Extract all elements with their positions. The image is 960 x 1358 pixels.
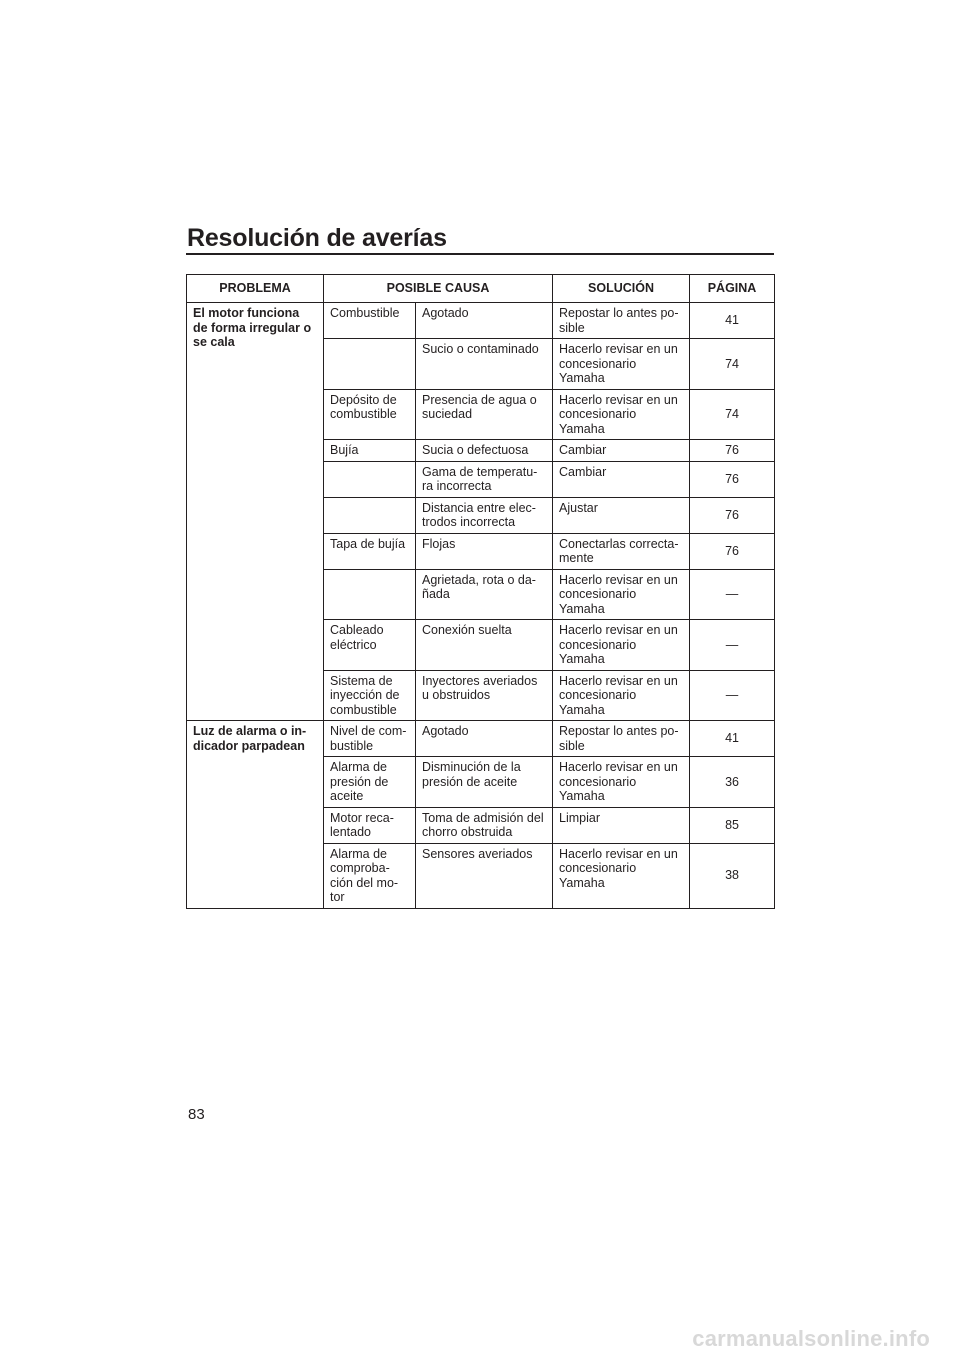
solution-cell: Hacerlo revisar en un concesionario Yamaha: [553, 670, 690, 721]
cause-cell: Gama de temperatu-ra incorrecta: [416, 461, 553, 497]
page-cell: 76: [690, 497, 775, 533]
page-cell: 76: [690, 440, 775, 462]
page-cell: 74: [690, 389, 775, 440]
part-cell: Sistema de inyección de combustible: [324, 670, 416, 721]
part-cell: [324, 497, 416, 533]
solution-cell: Hacerlo revisar en un concesionario Yamaha: [553, 843, 690, 908]
header-pagina: PÁGINA: [690, 275, 775, 303]
solution-cell: Limpiar: [553, 807, 690, 843]
solution-cell: Cambiar: [553, 440, 690, 462]
cause-cell: Inyectores averiados u obstruidos: [416, 670, 553, 721]
page-number: 83: [188, 1106, 205, 1123]
solution-cell: Ajustar: [553, 497, 690, 533]
cause-cell: Toma de admisión del chorro obstruida: [416, 807, 553, 843]
table-row: [187, 303, 775, 339]
watermark: carmanualsonline.info: [692, 1326, 930, 1351]
page-cell: 41: [690, 303, 775, 339]
cause-cell: Presencia de agua o suciedad: [416, 389, 553, 440]
part-cell: Tapa de bujía: [324, 533, 416, 569]
part-cell: Depósito de combustible: [324, 389, 416, 440]
troubleshooting-table: [186, 274, 775, 909]
page-cell: 85: [690, 807, 775, 843]
solution-cell: Repostar lo antes po-sible: [553, 721, 690, 757]
cause-cell: Agotado: [416, 303, 553, 339]
solution-cell: Conectarlas correcta-mente: [553, 533, 690, 569]
part-cell: Alarma de comproba-ción del mo-tor: [324, 843, 416, 908]
header-posible-causa: POSIBLE CAUSA: [324, 275, 553, 303]
part-cell: Bujía: [324, 440, 416, 462]
page-cell: 36: [690, 757, 775, 808]
part-cell: Motor reca-lentado: [324, 807, 416, 843]
problem-cell: El motor funciona de forma irregular o se cala: [187, 303, 324, 721]
header-problema: PROBLEMA: [187, 275, 324, 303]
cause-cell: Flojas: [416, 533, 553, 569]
table-row: [187, 721, 775, 757]
cause-cell: Disminución de la presión de aceite: [416, 757, 553, 808]
solution-cell: Hacerlo revisar en un concesionario Yamaha: [553, 569, 690, 620]
solution-cell: Repostar lo antes po-sible: [553, 303, 690, 339]
title-divider: [186, 253, 774, 255]
solution-cell: Hacerlo revisar en un concesionario Yamaha: [553, 389, 690, 440]
page-cell: 76: [690, 533, 775, 569]
part-cell: [324, 339, 416, 390]
page-cell: 38: [690, 843, 775, 908]
part-cell: [324, 461, 416, 497]
page-cell: —: [690, 569, 775, 620]
page-cell: 76: [690, 461, 775, 497]
page-cell: —: [690, 670, 775, 721]
cause-cell: Sucio o contaminado: [416, 339, 553, 390]
part-cell: Combustible: [324, 303, 416, 339]
part-cell: Alarma de presión de aceite: [324, 757, 416, 808]
header-solucion: SOLUCIÓN: [553, 275, 690, 303]
page-cell: —: [690, 620, 775, 671]
solution-cell: Hacerlo revisar en un concesionario Yamaha: [553, 757, 690, 808]
cause-cell: Distancia entre elec-trodos incorrecta: [416, 497, 553, 533]
cause-cell: Sensores averiados: [416, 843, 553, 908]
page-cell: 74: [690, 339, 775, 390]
solution-cell: Cambiar: [553, 461, 690, 497]
part-cell: [324, 569, 416, 620]
solution-cell: Hacerlo revisar en un concesionario Yamaha: [553, 339, 690, 390]
part-cell: Nivel de com-bustible: [324, 721, 416, 757]
part-cell: Cableado eléctrico: [324, 620, 416, 671]
solution-cell: Hacerlo revisar en un concesionario Yamaha: [553, 620, 690, 671]
page-cell: 41: [690, 721, 775, 757]
table-header-row: [187, 275, 775, 303]
cause-cell: Agrietada, rota o da-ñada: [416, 569, 553, 620]
cause-cell: Conexión suelta: [416, 620, 553, 671]
problem-cell: Luz de alarma o in-dicador parpadean: [187, 721, 324, 909]
page-title: Resolución de averías: [187, 224, 447, 252]
cause-cell: Agotado: [416, 721, 553, 757]
cause-cell: Sucia o defectuosa: [416, 440, 553, 462]
